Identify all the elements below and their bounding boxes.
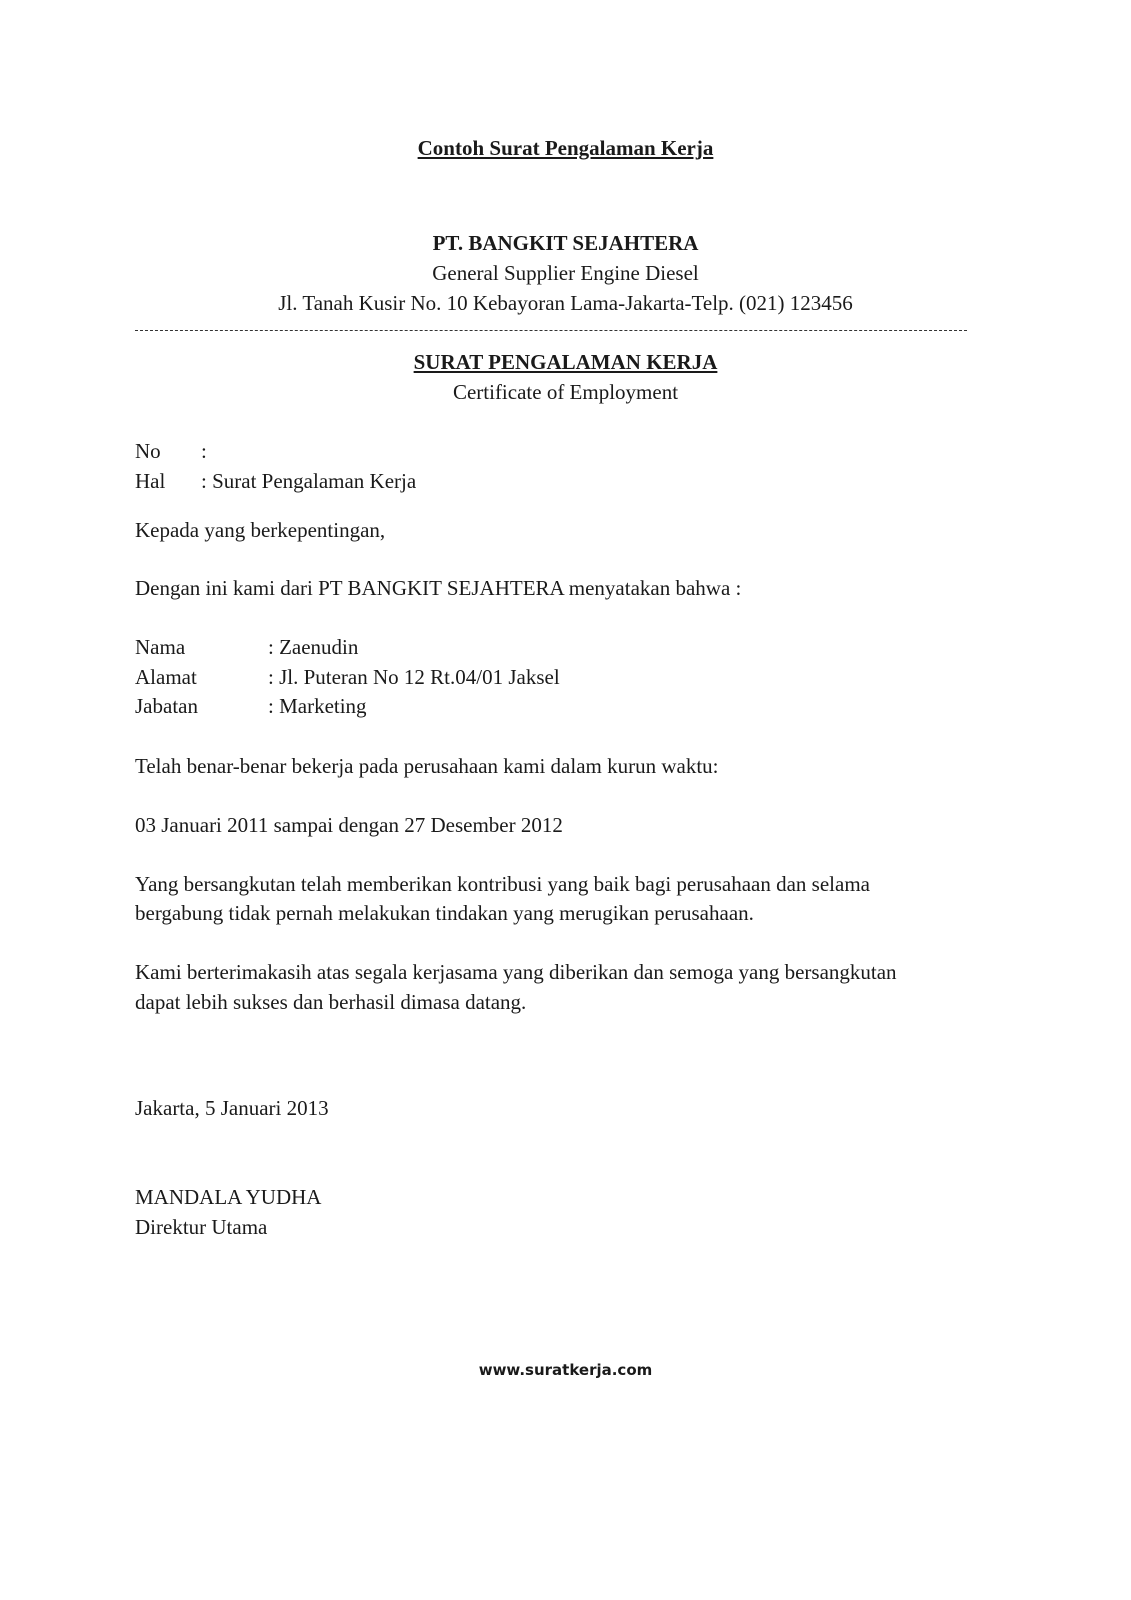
field-value: : Zaenudin <box>268 635 359 659</box>
document-title: Contoh Surat Pengalaman Kerja <box>417 136 714 160</box>
field-label: Alamat <box>135 665 197 689</box>
place-date: Jakarta, 5 Januari 2013 <box>135 1096 329 1120</box>
letter-title: SURAT PENGALAMAN KERJA <box>413 350 718 374</box>
paragraph-2-line-2: dapat lebih sukses dan berhasil dimasa datang. <box>135 990 527 1014</box>
salutation: Kepada yang berkepentingan, <box>135 518 386 542</box>
header-divider <box>135 330 967 331</box>
meta-subject <box>135 468 416 494</box>
paragraph-1-line-1: Yang bersangkutan telah memberikan kontribusi yang baik bagi perusahaan dan selama <box>135 872 870 896</box>
company-name: PT. BANGKIT SEJAHTERA <box>432 231 699 255</box>
period-intro: Telah benar-benar bekerja pada perusahaan kami dalam kurun waktu: <box>135 754 719 778</box>
employee-name <box>135 634 358 660</box>
paragraph-2-line-1: Kami berterimakasih atas segala kerjasama yang diberikan dan semoga yang bersangkutan <box>135 960 897 984</box>
letter-subtitle: Certificate of Employment <box>452 380 679 404</box>
company-address: Jl. Tanah Kusir No. 10 Kebayoran Lama-Jakarta-Telp. (021) 123456 <box>278 291 853 315</box>
employment-period: 03 Januari 2011 sampai dengan 27 Desember 2012 <box>135 813 563 837</box>
company-tagline: General Supplier Engine Diesel <box>432 261 699 285</box>
intro-text: Dengan ini kami dari PT BANGKIT SEJAHTERA menyatakan bahwa : <box>135 576 742 600</box>
signatory-position: Direktur Utama <box>135 1215 268 1239</box>
signatory-name: MANDALA YUDHA <box>135 1185 322 1209</box>
paragraph-1-line-2: bergabung tidak pernah melakukan tindakan yang merugikan perusahaan. <box>135 901 754 925</box>
meta-number <box>135 438 207 464</box>
employee-address <box>135 664 560 690</box>
meta-label: Hal <box>135 469 166 493</box>
meta-value: : <box>201 439 207 463</box>
footer-url: www.suratkerja.com <box>478 1361 653 1379</box>
meta-value: : Surat Pengalaman Kerja <box>201 469 417 493</box>
field-label: Nama <box>135 635 186 659</box>
meta-label: No <box>135 439 161 463</box>
employee-position <box>135 693 367 719</box>
field-label: Jabatan <box>135 694 198 718</box>
field-value: : Marketing <box>268 694 367 718</box>
field-value: : Jl. Puteran No 12 Rt.04/01 Jaksel <box>268 665 560 689</box>
